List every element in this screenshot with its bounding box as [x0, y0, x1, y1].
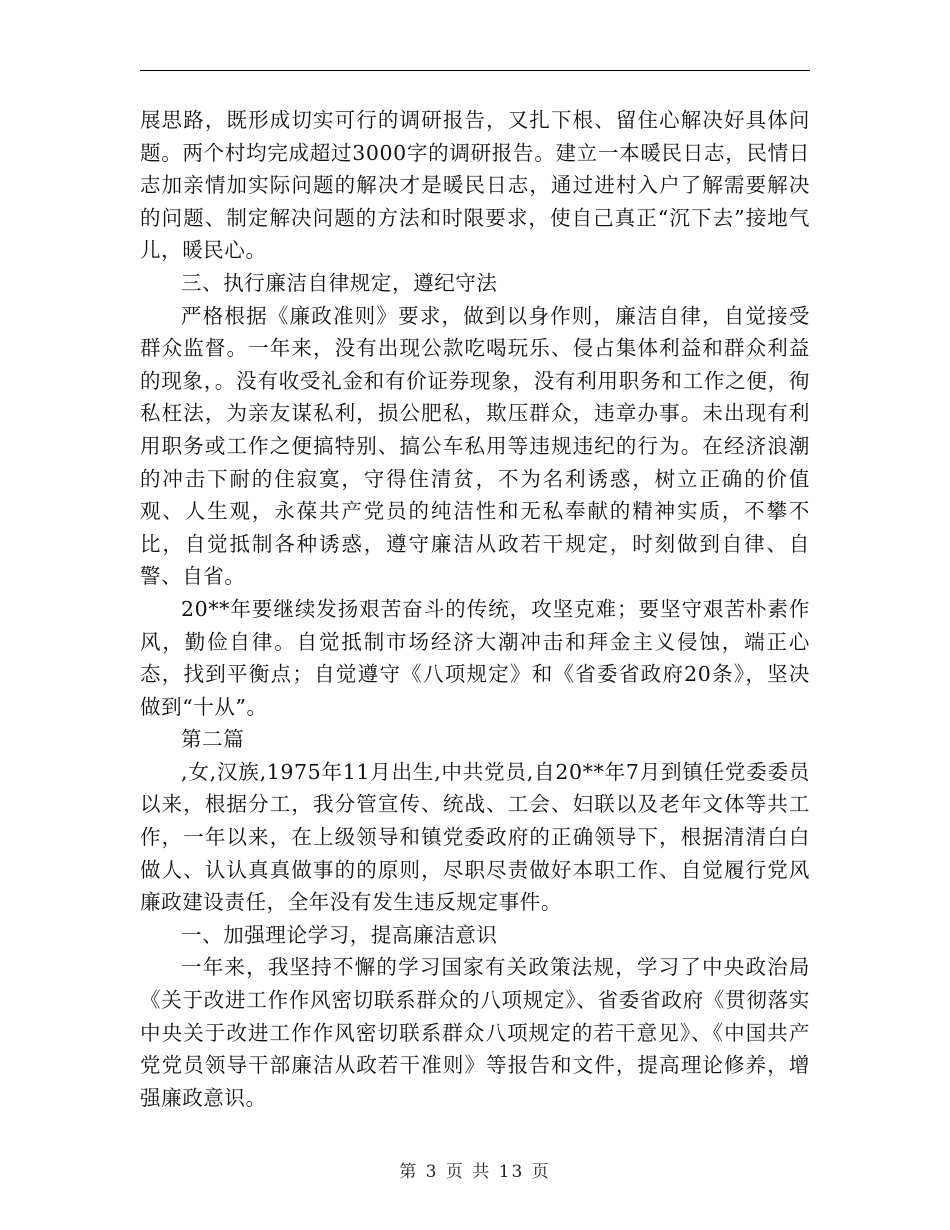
paragraph: ,女,汉族,1975年11月出生,中共党员,自20**年7月到镇任党委委员以来，根据分工，我分管宣传、统战、工会、妇联以及老年文体等共工作，一年以来，在上级领导和镇党委政府的正确领导下，根据清清白白做人、认认真真做事的的原则，尽职尽责做好本职工作、自觉履行党风廉政建设责任，全年没有发生违反规定事件。: [140, 759, 810, 915]
document-body: [140, 104, 810, 1114]
section-heading: 一、加强理论学习，提高廉洁意识: [181, 922, 498, 947]
header-rule: [140, 70, 810, 71]
page-number-footer: 第 3 页 共 13 页: [399, 1162, 551, 1182]
part-heading: 第二篇: [181, 727, 245, 752]
paragraph: 一年来，我坚持不懈的学习国家有关政策法规，学习了中央政治局《关于改进工作作风密切联系群众的八项规定》、省委省政府《贯彻落实中央关于改进工作作风密切联系群众八项规定的若干意见》、《中国共产党党员领导干部廉洁从政若干准则》等报告和文件，提高理论修养，增强廉政意识。: [140, 955, 810, 1110]
paragraph: 严格根据《廉政准则》要求，做到以身作则，廉洁自律，自觉接受群众监督。一年来，没有出现公款吃喝玩乐、侵占集体利益和群众利益的现象，。没有收受礼金和有价证券现象，没有利用职务和工作之便，徇私枉法，为亲友谋私利，损公肥私，欺压群众，违章办事。未出现有利用职务或工作之便搞特别、搞公车私用等违规违纪的行为。在经济浪潮的冲击下耐的住寂寞，守得住清贫，不为名利诱惑，树立正确的价值观、人生观，永葆共产党员的纯洁性和无私奉献的精神实质，不攀不比，自觉抵制各种诱惑，遵守廉洁从政若干规定，时刻做到自律、自警、自省。: [140, 303, 810, 589]
section-heading: 三、执行廉洁自律规定，遵纪守法: [181, 270, 498, 295]
paragraph: 20**年要继续发扬艰苦奋斗的传统，攻坚克难；要坚守艰苦朴素作风，勤俭自律。自觉抵制市场经济大潮冲击和拜金主义侵蚀，端正心态，找到平衡点；自觉遵守《八项规定》和《省委省政府20条》，坚决做到“十从”。: [140, 596, 810, 719]
paragraph: 展思路，既形成切实可行的调研报告，又扎下根、留住心解决好具体问题。两个村均完成超过3000字的调研报告。建立一本暖民日志，民情日志加亲情加实际问题的解决才是暖民日志，通过进村入户了解需要解决的问题、制定解决问题的方法和时限要求，使自己真正“沉下去”接地气儿，暖民心。: [140, 108, 810, 263]
